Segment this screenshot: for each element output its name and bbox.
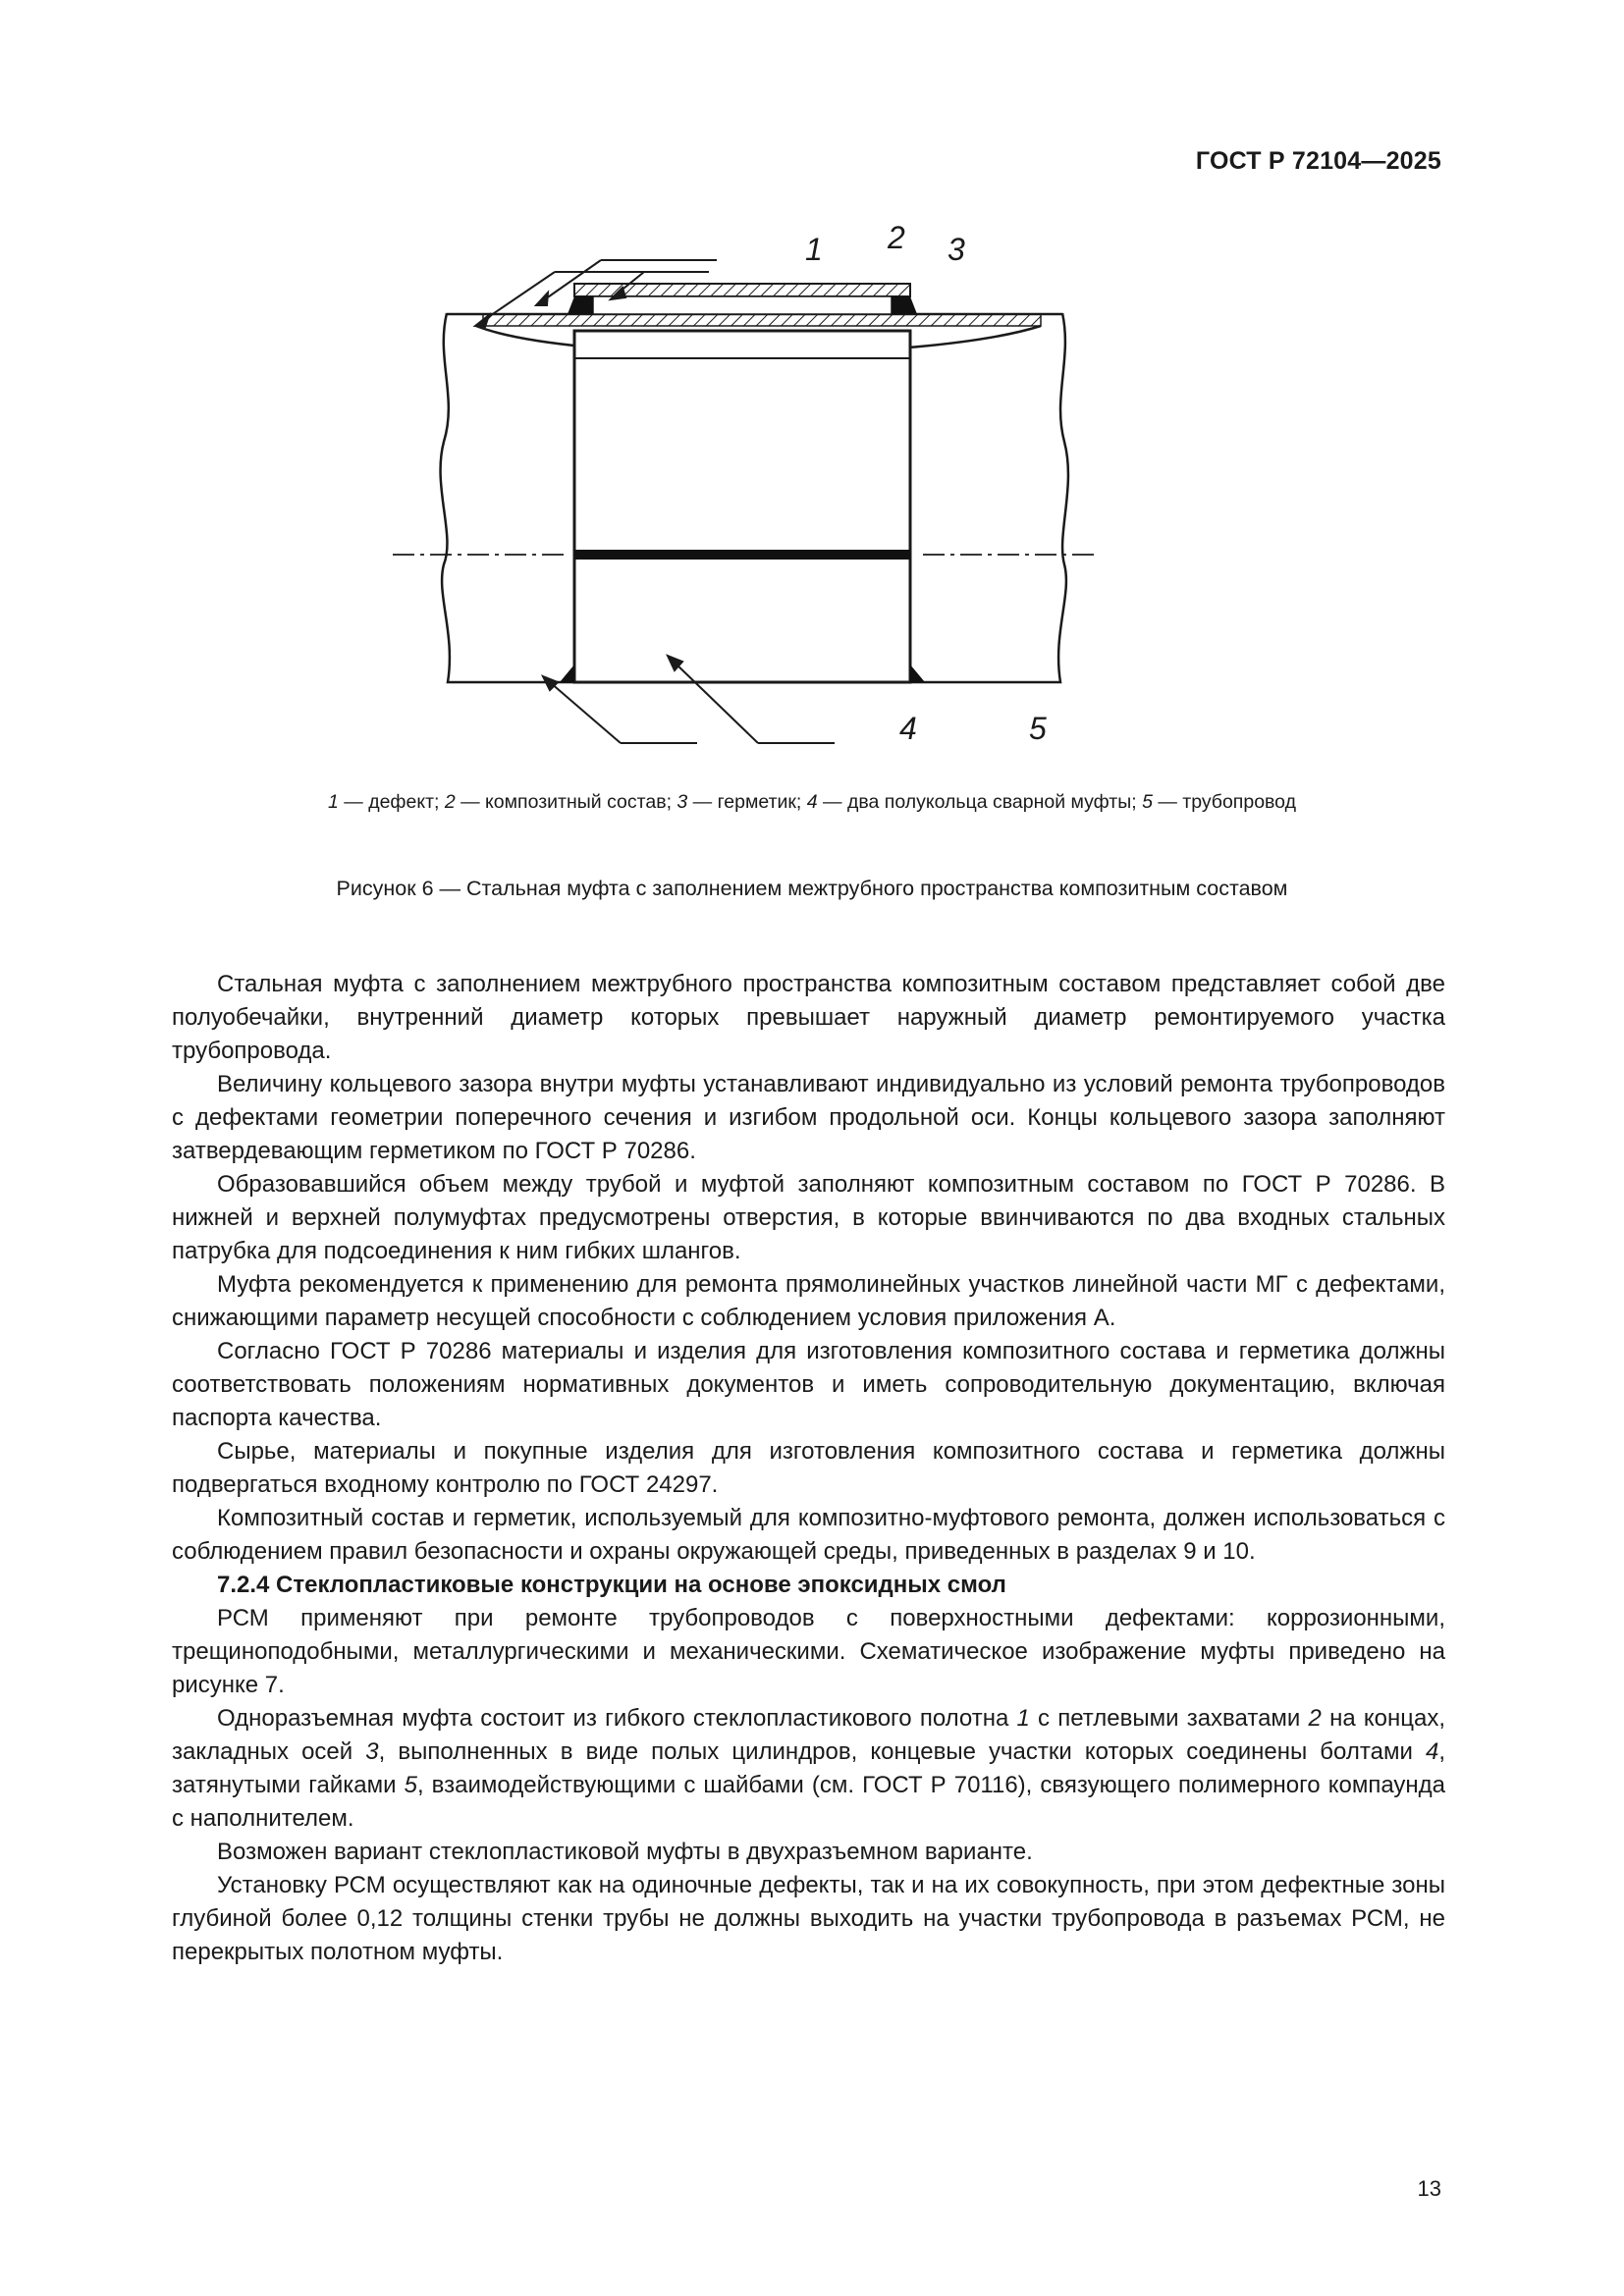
paragraph: Стальная муфта с заполнением межтрубного пространства композитным составом представляет собой две полуобечайки, внутренний диаметр которых превышает наружный диаметр ремонтируемого участка трубопровода.: [172, 971, 1445, 1064]
figure-legend: [118, 791, 1506, 814]
callout-4: 4: [899, 711, 917, 746]
ref-number: 2: [1308, 1705, 1322, 1732]
paragraph: Образовавшийся объем между трубой и муфтой заполняют композитным составом по ГОСТ Р 70286. В нижней и верхней полумуфтах предусмотрены отверстия, в которые ввинчиваются по два входных стальных патрубка для подсоединения к ним гибких шлангов.: [172, 1171, 1445, 1264]
pipeline-right-outline: [910, 313, 1068, 682]
body-text: [172, 968, 1445, 1969]
legend-num-5: 5: [1142, 791, 1153, 813]
paragraph: Композитный состав и герметик, используемый для композитно-муфтового ремонта, должен использоваться с соблюдением правил безопасности и охраны окружающей среды, приведенных в разделах 9 и 10.: [172, 1505, 1445, 1565]
arrow-2: [536, 293, 548, 305]
ref-number: 3: [365, 1738, 379, 1765]
weld-fillet-bottom-right: [910, 665, 925, 682]
standard-number: ГОСТ Р 72104—2025: [1195, 147, 1441, 175]
leader-4-diag: [550, 682, 621, 743]
sleeve-body: [574, 331, 910, 682]
paragraph-with-refs: [172, 1702, 1445, 1836]
legend-text-2: — композитный состав;: [455, 791, 677, 813]
ref-number: 4: [1425, 1738, 1439, 1765]
callout-2: 2: [888, 221, 905, 255]
paragraph: Установку РСМ осуществляют как на одиночные дефекты, так и на их совокупность, при этом дефектные зоны глубиной более 0,12 толщины стенки трубы не должны выходить на участки трубопровода в разъемах РСМ, не перекрытых полотном муфты.: [172, 1872, 1445, 1965]
sleeve-drawing: [373, 221, 1119, 771]
composite-gap: [593, 296, 892, 314]
legend-text-3: — герметик;: [687, 791, 807, 813]
document-header: [1196, 147, 1441, 176]
text-run: на концах, закладных осей: [172, 1705, 1445, 1765]
paragraph: РСМ применяют при ремонте трубопроводов с поверхностными дефектами: коррозионными, трещиноподобными, металлургическими и механическими. Схематическое изображение муфты приведено на рисунке 7.: [172, 1605, 1445, 1698]
legend-num-1: 1: [328, 791, 339, 813]
figure-6-diagram: [373, 221, 1119, 771]
paragraph: Величину кольцевого зазора внутри муфты устанавливают индивидуально из условий ремонта трубопроводов с дефектами геометрии поперечного сечения и изгибом продольной оси. Концы кольцевого зазора заполняют затвердевающим герметиком по ГОСТ Р 70286.: [172, 1071, 1445, 1164]
pipe-wall-hatch: [483, 314, 1041, 326]
paragraph: Сырье, материалы и покупные изделия для изготовления композитного состава и герметика должны подвергаться входному контролю по ГОСТ 24297.: [172, 1438, 1445, 1498]
text-run: Одноразъемная муфта состоит из гибкого стеклопластикового полотна: [217, 1705, 1017, 1732]
legend-text-1: — дефект;: [338, 791, 445, 813]
legend-num-3: 3: [677, 791, 688, 813]
legend-text-5: — трубопровод: [1152, 791, 1296, 813]
figure-caption: Рисунок 6 — Стальная муфта с заполнением межтрубного пространства композитным составом: [336, 877, 1288, 900]
legend-num-4: 4: [806, 791, 818, 813]
text-run: , взаимодействующими с шайбами (см. ГОСТ Р 70116), связующего полимерного компаунда с наполнителем.: [172, 1772, 1446, 1832]
text-run: , выполненных в виде полых цилиндров, концевые участки которых соединены болтами: [378, 1738, 1426, 1765]
weld-fillet-bottom-left: [560, 665, 574, 682]
pipeline-left-outline: [441, 313, 574, 682]
callout-5: 5: [1029, 711, 1047, 746]
text-run: с петлевыми захватами: [1029, 1705, 1309, 1732]
text-run: , затянутыми гайками: [172, 1738, 1445, 1798]
section-heading: 7.2.4 Стеклопластиковые конструкции на основе эпоксидных смол: [217, 1572, 1006, 1598]
legend-num-2: 2: [444, 791, 456, 813]
paragraph: Согласно ГОСТ Р 70286 материалы и изделия для изготовления композитного состава и герметика должны соответствовать положениям нормативных документов и иметь сопроводительную документацию, включая паспорта качества.: [172, 1338, 1445, 1431]
legend-text-4: — два полукольца сварной муфты;: [817, 791, 1143, 813]
page-number: 13: [1417, 2176, 1441, 2201]
ref-number: 5: [404, 1772, 417, 1798]
sealant-left: [568, 296, 593, 314]
sealant-right: [892, 296, 917, 314]
paragraph: Возможен вариант стеклопластиковой муфты в двухразъемном варианте.: [217, 1839, 1033, 1865]
callout-3: 3: [947, 232, 965, 267]
ref-number: 1: [1016, 1705, 1030, 1732]
paragraph: Муфта рекомендуется к применению для ремонта прямолинейных участков линейной части МГ с дефектами, снижающими параметр несущей способности с соблюдением условия приложения А.: [172, 1271, 1445, 1331]
callout-1: 1: [805, 232, 823, 267]
